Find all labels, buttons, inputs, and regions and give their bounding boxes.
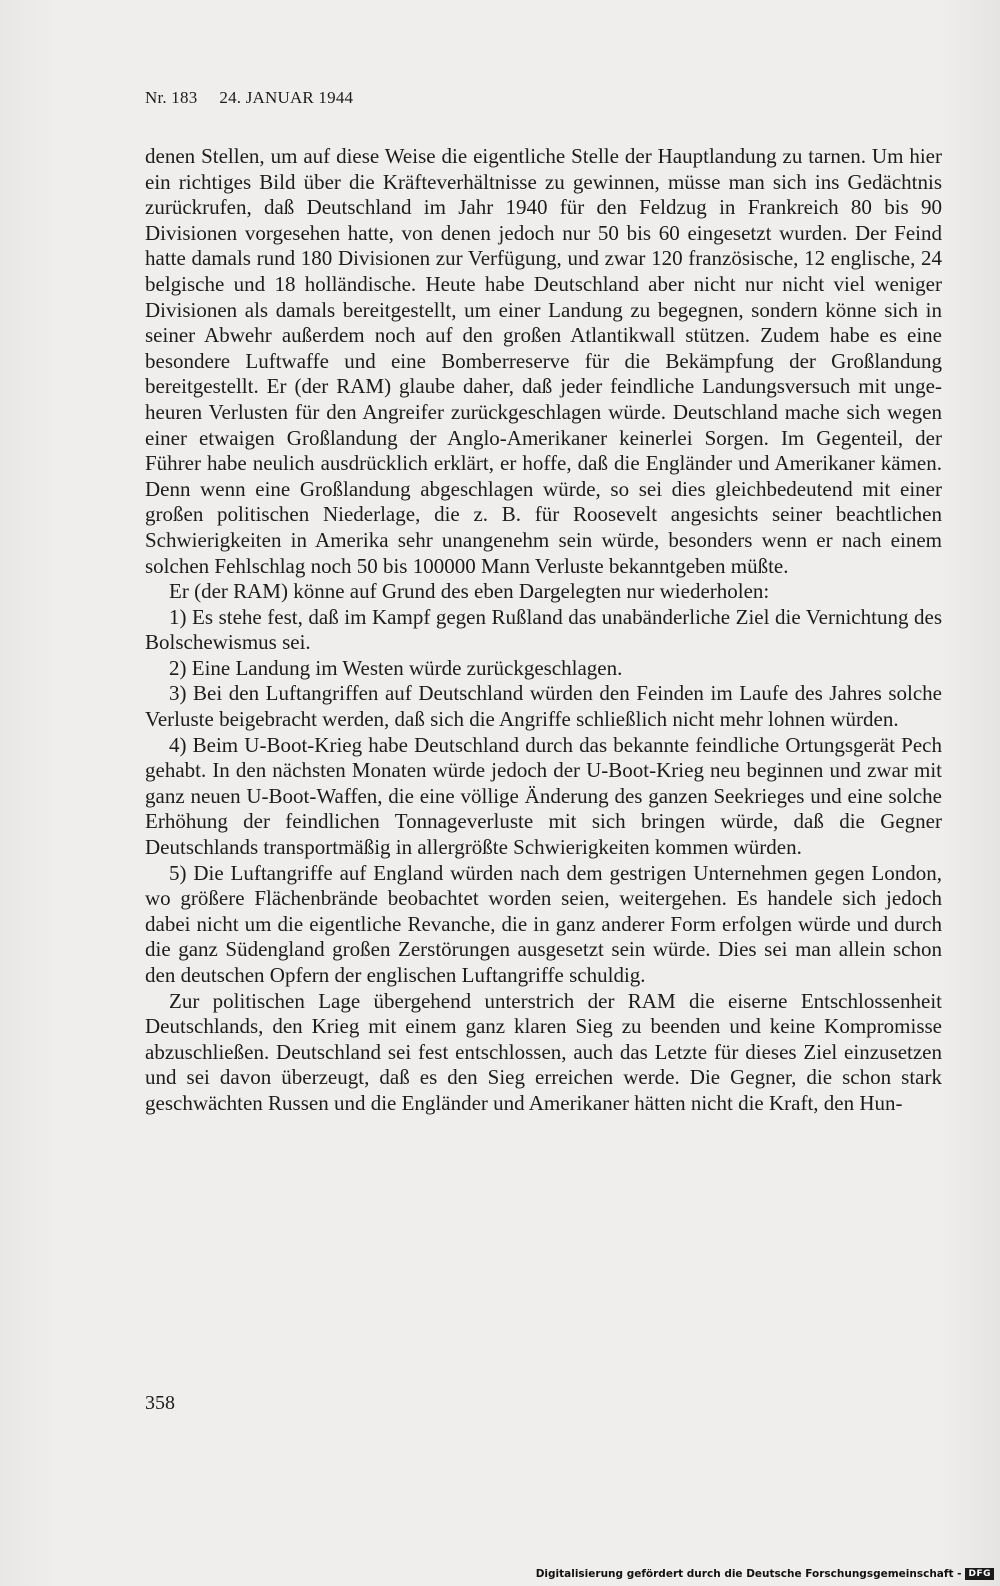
list-item: 4) Beim U-Boot-Krieg habe Deutschland durch das bekannte feindliche Ortungsgerät Pech gehabt. In den nächsten Monaten würde jedoch der U-Boot-Krieg neu beginnen und zwar mit ganz neuen U-Boot-Waffen, die eine völlige Änderung des ganzen Seekrieges und eine solche Erhöhung der feindlichen Tonnageverluste mit sich bringen würde, daß die Gegner Deutschlands transportmäßig in allergrößte Schwierigkeiten kommen würden.: [145, 732, 942, 860]
paragraph: Zur politischen Lage übergehend unterstrich der RAM die eiserne Entschlossenheit Deutschlands, den Krieg mit einem ganz klaren Sieg zu beenden und keine Kompromisse abzuschließen. Deutschland sei fest entschlossen, auch das Letzte für dieses Ziel einzusetzen und sei davon überzeugt, daß es den Sieg erreichen werde. Die Gegner, die schon stark geschwächten Russen und die Engländer und Amerikaner hätten nicht die Kraft, den Hun-: [145, 988, 942, 1115]
paragraph: Er (der RAM) könne auf Grund des eben Dargelegten nur wiederholen:: [169, 579, 770, 604]
document-number: Nr. 183: [145, 88, 198, 107]
list-item: 2) Eine Landung im Westen würde zurückgeschlagen.: [169, 655, 623, 680]
document-date: 24. JANUAR 1944: [219, 88, 354, 107]
running-header: [145, 88, 353, 108]
dfg-logo: DFG: [965, 1568, 994, 1580]
paragraph: denen Stellen, um auf diese Weise die eigentliche Stelle der Hauptlandung zu tarnen. Um hier ein richtiges Bild über die Kräfteverhältnisse zu gewinnen, müsse man sich ins Gedächtnis zurückrufen, daß Deutschland im Jahr 1940 für den Feldzug in Frankreich 80 bis 90 Divisionen vorgesehen hatte, von denen jedoch nur 50 bis 60 eingesetzt wurden. Der Feind hatte damals rund 180 Divisionen zur Verfügung, und zwar 120 französische, 12 englische, 24 belgische und 18 holländische. Heute habe Deutschland aber nicht nur nicht viel weniger Divisionen als damals bereitgestellt, um einer Landung zu begegnen, sondern könne sich in seiner Abwehr außerdem noch auf den großen Atlantikwall stützen. Zudem habe es eine besondere Luftwaffe und eine Bomberreserve für die Bekämpfung der Großlandung bereitgestellt. Er (der RAM) glaube daher, daß jeder feindliche Landungsversuch mit ungeheuren Verlusten für den Angreifer zurückgeschlagen würde. Deutschland mache sich wegen einer etwaigen Großlandung der Anglo-Amerikaner keinerlei Sorgen. Im Gegenteil, der Führer habe neulich ausdrücklich erklärt, er hoffe, daß die Engländer und Amerikaner kämen. Denn wenn eine Großlandung abgeschlagen würde, so sei dies gleichbedeutend mit einer großen politischen Niederlage, die z. B. für Roosevelt angesichts seiner beachtlichen Schwierigkeiten in Amerika sehr unangenehm sein würde, besonders wenn er nach einem solchen Fehlschlag noch 50 bis 100000 Mann Verluste bekanntgeben müßte.: [145, 144, 942, 578]
credit-text: Digitalisierung gefördert durch die Deutsche Forschungsgemeinschaft -: [535, 1568, 962, 1580]
page-number: 358: [145, 1392, 175, 1414]
body-text: [145, 144, 942, 1117]
list-item: 5) Die Luftangriffe auf England würden nach dem gestrigen Unternehmen gegen London, wo größere Flächenbrände beobachtet worden seien, weitergehen. Es handele sich jedoch dabei nicht um die eigentliche Revanche, die in ganz anderer Form erfolgen würde und durch die ganz Südengland großen Zerstörungen ausgesetzt sein würde. Dies sei man allein schon den deutschen Opfern der englischen Luftangriffe schuldig.: [145, 860, 942, 987]
list-item: 3) Bei den Luftangriffen auf Deutschland würden den Feinden im Laufe des Jahres solche Verluste beigebracht werden, daß sich die Angriffe schließlich nicht mehr lohnen würden.: [145, 681, 942, 732]
digitization-credit: [536, 1568, 994, 1580]
list-item: 1) Es stehe fest, daß im Kampf gegen Rußland das unabänderliche Ziel die Vernichtung des Bolschewismus sei.: [145, 604, 942, 655]
